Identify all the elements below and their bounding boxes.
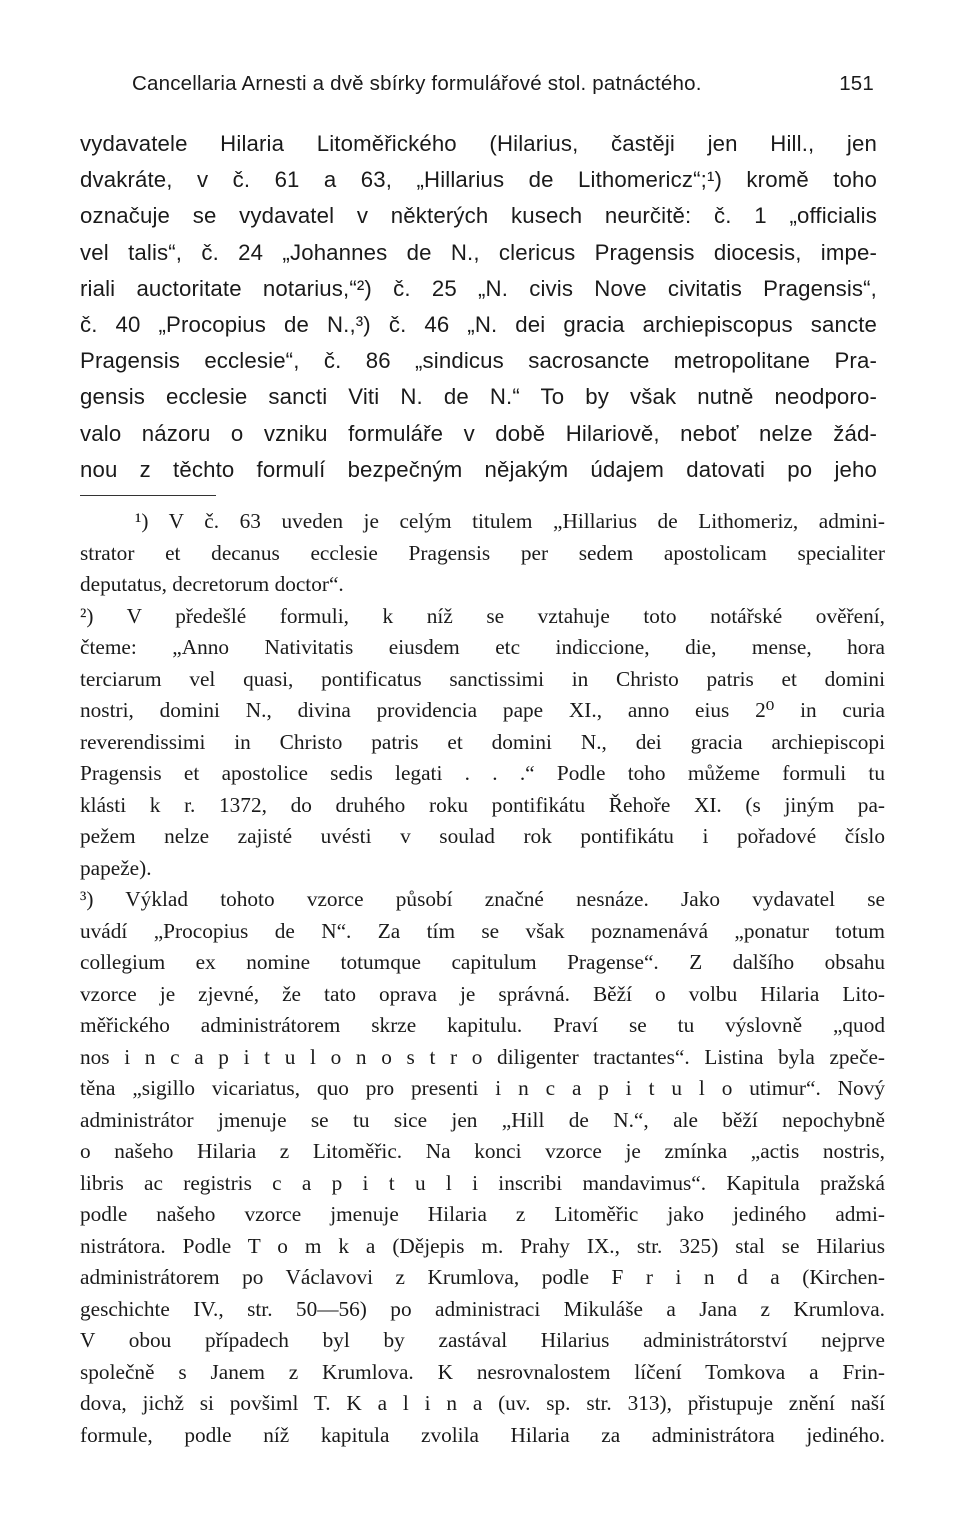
text-line: Pragensis ecclesie“, č. 86 „sindicus sacrosancte metropolitane Pra-	[80, 348, 877, 374]
footnote-line: pežem nelze zajisté uvésti v soulad rok pontifikátu i pořadové číslo	[80, 824, 885, 848]
footnote-line: čteme: „Anno Nativitatis eiusdem etc indiccione, die, mense, hora	[80, 635, 885, 659]
text-line: riali auctoritate notarius,“²) č. 25 „N. civis Nove civitatis Pragensis“,	[80, 275, 877, 301]
text-line: valo názoru o vzniku formuláře v době Hilariově, neboť nelze žád-	[80, 420, 877, 446]
footnote-line: deputatus, decretorum doctor“.	[80, 572, 344, 596]
footnote-line: administrátorem po Václavovi z Krumlova, podle F r i n d a (Kirchen-	[80, 1265, 885, 1289]
text-line: nou z těchto formulí bezpečným nějakým údajem datovati po jeho	[80, 456, 877, 482]
footnote-line: papeže).	[80, 855, 152, 880]
footnote-line: collegium ex nomine totumque capitulum Pragense“. Z dalšího obsahu	[80, 950, 885, 974]
text-line: č. 40 „Procopius de N.,³) č. 46 „N. dei gracia archiepiscopus sancte	[80, 311, 877, 337]
footnote-separator	[80, 495, 216, 496]
footnote-line: nistrátora. Podle T o m k a (Dějepis m. Prahy IX., str. 325) stal se Hilarius	[80, 1233, 885, 1258]
footnote-line: společně s Janem z Krumlova. K nesrovnalostem líčení Tomkova a Frin-	[80, 1359, 885, 1384]
footnote-line: těna „sigillo vicariatus, quo pro presenti i n c a p i t u l o utimur“. Nový	[80, 1076, 885, 1100]
footnote-line: vzorce je zjevné, že tato oprava je správná. Běží o volbu Hilaria Lito-	[80, 981, 885, 1006]
footnote-line: administrátor jmenuje se tu sice jen „Hill de N.“, ale běží nepochybně	[80, 1107, 885, 1132]
footnote-line: měřického administrátorem skrze kapitulu. Praví se tu výslovně „quod	[80, 1013, 885, 1037]
footnote-line: nostri, domini N., divina providencia pape XI., anno eius 2⁰ in curia	[80, 698, 885, 722]
footnote-line: klásti k r. 1372, do druhého roku pontifikátu Řehoře XI. (s jiným pa-	[80, 792, 885, 817]
footnote-line: libris ac registris c a p i t u l i inscribi mandavimus“. Kapitula pražská	[80, 1170, 885, 1195]
footnote-line: V obou případech byl by zastával Hilarius administrátorství nejprve	[80, 1328, 885, 1352]
text-line: vel talis“, č. 24 „Johannes de N., clericus Pragensis diocesis, impe-	[80, 239, 877, 265]
page-number: 151	[839, 72, 874, 95]
footnote-line: dova, jichž si povšiml T. K a l i n a (uv. sp. str. 313), přistupuje znění naší	[80, 1391, 885, 1415]
footnote-line: uvádí „Procopius de N“. Za tím se však poznamenává „ponatur totum	[80, 918, 885, 943]
footnote-line: geschichte IV., str. 50—56) po administraci Mikuláše a Jana z Krumlova.	[80, 1296, 885, 1321]
footnote-line: ¹) V č. 63 uveden je celým titulem „Hillarius de Lithomeriz, admini-	[135, 509, 885, 533]
footnote-3	[80, 884, 885, 1451]
footnote-line: formule, podle níž kapitula zvolila Hilaria za administrátora jediného.	[80, 1422, 885, 1447]
footnote-2	[80, 601, 885, 885]
footnote-line: strator et decanus ecclesie Pragensis per sedem apostolicam specialiter	[80, 540, 885, 565]
text-line: gensis ecclesie sancti Viti N. de N.“ To by však nutně neodporo-	[80, 384, 877, 410]
footnote-line: nos i n c a p i t u l o n o s t r o diligenter tractantes“. Listina byla zpeče-	[80, 1044, 885, 1069]
running-title: Cancellaria Arnesti a dvě sbírky formulářové stol. patnáctého.	[132, 72, 702, 95]
main-text	[80, 126, 877, 488]
footnote-line: o našeho Hilaria z Litoměřic. Na konci vzorce je zmínka „actis nostris,	[80, 1139, 885, 1163]
footnote-line: reverendissimi in Christo patris et domini N., dei gracia archiepiscopi	[80, 729, 885, 754]
footnote-line: ³) Výklad tohoto vzorce působí značné nesnáze. Jako vydavatel se	[80, 887, 885, 911]
footnote-line: terciarum vel quasi, pontificatus sanctissimi in Christo patris et domini	[80, 666, 885, 691]
footnote-line: podle našeho vzorce jmenuje Hilaria z Litoměřic jako jediného admi-	[80, 1202, 885, 1226]
footnote-line: Pragensis et apostolice sedis legati . . .“ Podle toho můžeme formuli tu	[80, 761, 885, 785]
running-header	[132, 70, 874, 102]
text-line: dvakráte, v č. 61 a 63, „Hillarius de Lithomericz“;¹) kromě toho	[80, 167, 877, 193]
footnotes	[80, 506, 885, 1451]
text-line: označuje se vydavatel v některých kusech neurčitě: č. 1 „officialis	[80, 203, 877, 229]
text-line: vydavatele Hilaria Litoměřického (Hilarius, častěji jen Hill., jen	[80, 131, 877, 156]
footnote-1	[80, 506, 885, 601]
footnote-line: ²) V předešlé formuli, k níž se vztahuje toto notářské ověření,	[80, 603, 885, 628]
